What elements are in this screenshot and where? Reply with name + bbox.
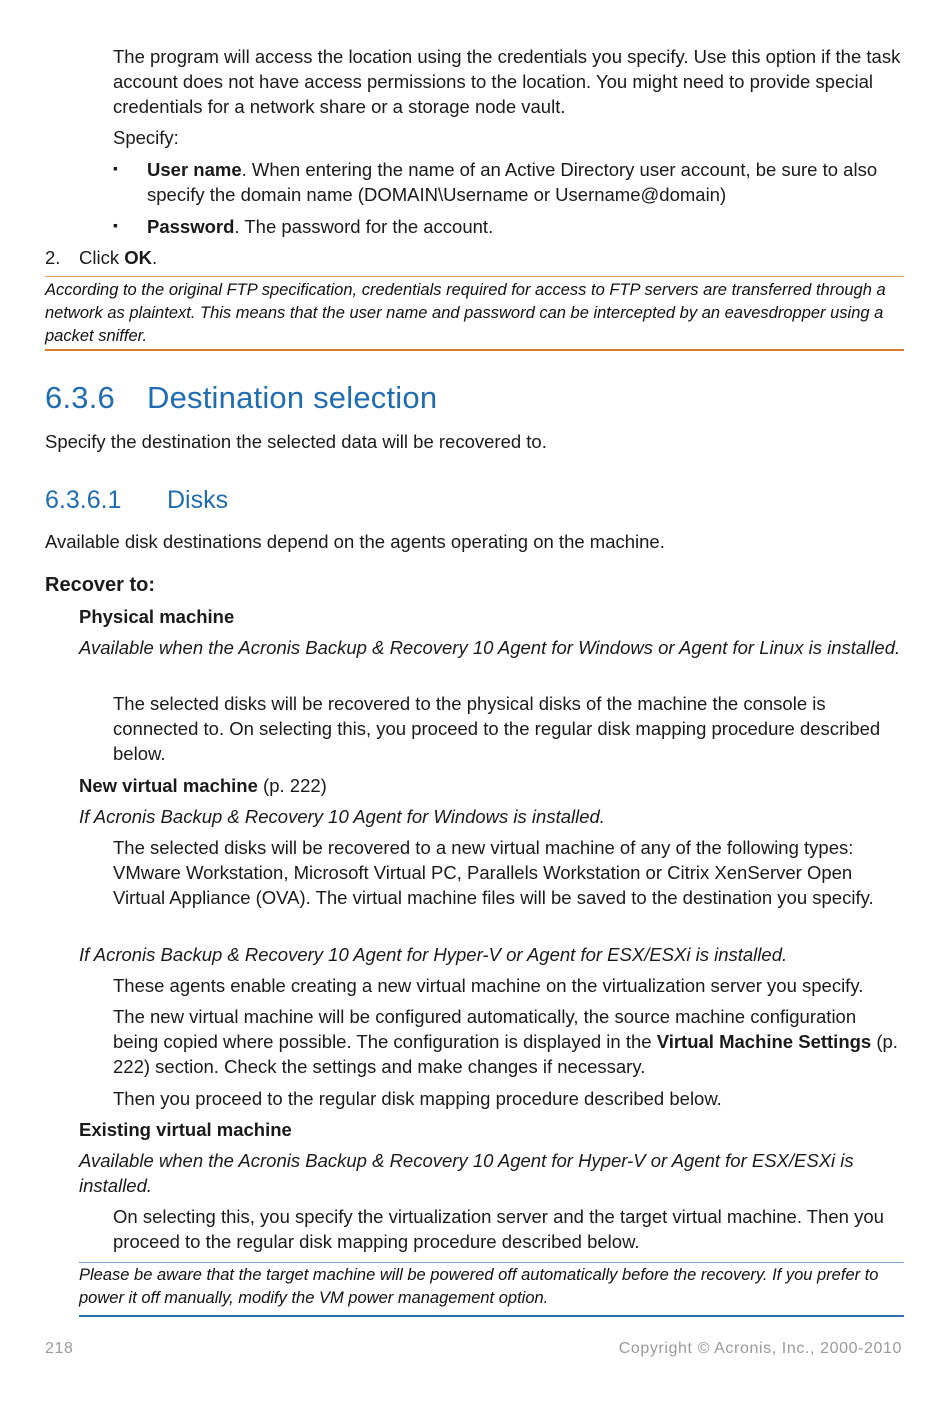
bullet-desc: . When entering the name of an Active Directory user account, be sure to also specify the domain name (DOMAIN\Username or Username@domain) <box>147 159 878 205</box>
step-text-a: Click <box>79 247 125 268</box>
note-bottom-rule <box>45 349 904 351</box>
bullet-text <box>147 157 907 207</box>
power-note-top-rule <box>79 1262 904 1263</box>
section-intro: Specify the destination the selected data will be recovered to. <box>45 431 547 452</box>
existing-vm-desc: On selecting this, you specify the virtualization server and the target virtual machine. Then you proceed to the regular disk mapping procedure described below. <box>113 1206 884 1252</box>
config-text-a: The new virtual machine will be configured automatically, the source machine configuration being copied where possible. The configuration is displayed in the <box>113 1006 857 1052</box>
new-vm-desc-windows: The selected disks will be recovered to a new virtual machine of any of the following types: VMware Workstation, Microsoft Virtual PC, Parallels Workstation or Citrix XenServer Open Virtual Appliance (OVA). The virtual machine files will be saved to the destination you specify. <box>113 837 874 908</box>
recover-to-heading: Recover to: <box>45 574 156 596</box>
physical-machine-title: Physical machine <box>79 606 235 627</box>
power-note: Please be aware that the target machine will be powered off automatically before the recovery. If you prefer to power it off manually, modify the VM power management option. <box>79 1266 879 1307</box>
page-number: 218 <box>45 1340 74 1357</box>
new-vm-title-line <box>79 773 903 798</box>
subsection-number: 6.3.6.1 <box>45 486 122 514</box>
step-text-b: . <box>151 247 158 268</box>
copyright: Copyright © Acronis, Inc., 2000-2010 <box>618 1340 902 1357</box>
physical-machine-desc: The selected disks will be recovered to the physical disks of the machine the console is connected to. On selecting this, you proceed to the regular disk mapping procedure described below. <box>113 693 881 764</box>
term-user-name: User name <box>147 159 242 180</box>
new-vm-ref: (p. 222) <box>257 775 327 796</box>
bullet-square-icon: ▪ <box>113 160 118 176</box>
credentials-paragraph: The program will access the location using the credentials you specify. Use this option if the task account does not have access permissions to the location. You might need to provide special credentials for a network share or a storage node vault. <box>113 46 901 117</box>
note-top-rule <box>45 276 904 277</box>
power-note-bottom-rule <box>79 1315 904 1317</box>
new-vm-title: New virtual machine <box>79 775 258 796</box>
new-vm-if-windows: If Acronis Backup & Recovery 10 Agent for Windows is installed. <box>79 806 605 827</box>
subsection-intro: Available disk destinations depend on the agents operating on the machine. <box>45 531 665 552</box>
step-number: 2. <box>45 247 61 268</box>
new-vm-if-hyperv: If Acronis Backup & Recovery 10 Agent for Hyper-V or Agent for ESX/ESXi is installed. <box>79 944 788 965</box>
new-vm-desc-hyperv: These agents enable creating a new virtual machine on the virtualization server you specify. <box>113 975 864 996</box>
specify-label: Specify: <box>113 127 179 148</box>
existing-vm-availability: Available when the Acronis Backup & Recovery 10 Agent for Hyper-V or Agent for ESX/ESXi is installed. <box>79 1150 854 1196</box>
physical-machine-availability: Available when the Acronis Backup & Recovery 10 Agent for Windows or Agent for Linux is installed. <box>79 637 901 658</box>
subsection-title: Disks <box>167 486 229 514</box>
existing-vm-title: Existing virtual machine <box>79 1119 292 1140</box>
vm-settings-link: Virtual Machine Settings <box>656 1031 872 1052</box>
ftp-note: According to the original FTP specification, credentials required for access to FTP servers are transferred through a network as plaintext. This means that the user name and password can be intercepted by an eavesdropper using a packet sniffer. <box>45 281 886 345</box>
bullet-desc: . The password for the account. <box>234 216 494 237</box>
section-number: 6.3.6 <box>45 380 115 415</box>
section-heading <box>45 380 437 416</box>
ok-label: OK <box>124 247 152 268</box>
step-text <box>79 245 157 270</box>
new-vm-then: Then you proceed to the regular disk mapping procedure described below. <box>113 1088 722 1109</box>
config-text-b: (p. 222) section. Check the settings and make changes if necessary. <box>113 1031 898 1077</box>
term-password: Password <box>147 216 235 237</box>
new-vm-config <box>113 1004 903 1079</box>
section-title: Destination selection <box>147 380 438 415</box>
subsection-heading <box>45 486 228 515</box>
bullet-text <box>147 214 907 239</box>
bullet-square-icon: ▪ <box>113 217 118 233</box>
